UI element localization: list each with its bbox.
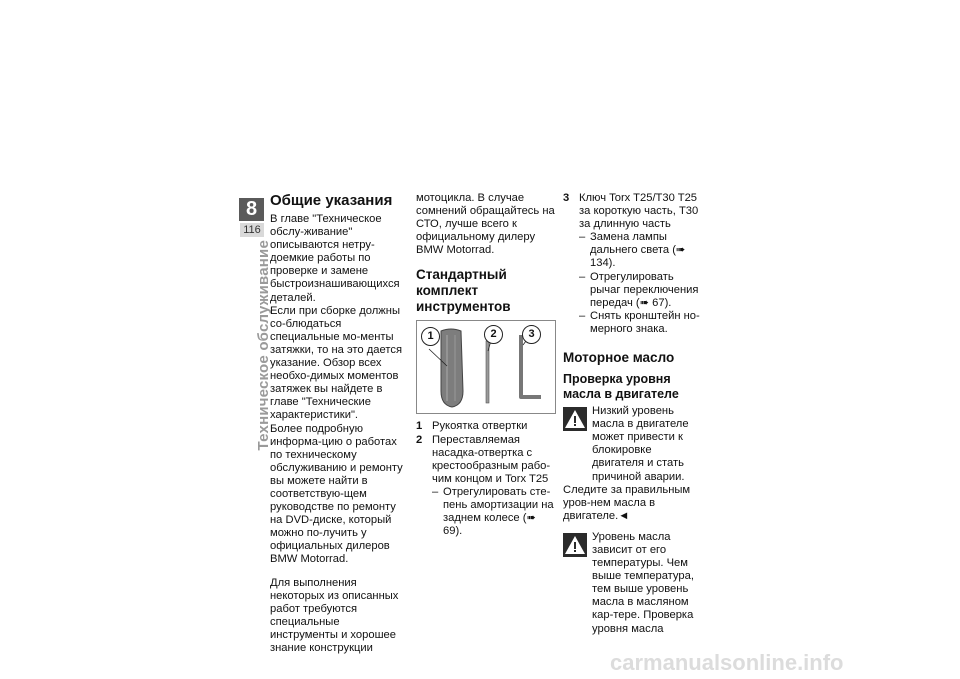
page-number: 116 — [240, 223, 264, 237]
chapter-number-tab: 8 — [239, 198, 264, 221]
callout-3: 3 — [522, 325, 541, 344]
legend-item-3 — [563, 192, 703, 231]
warning-block — [563, 405, 703, 484]
legend-number: 3 — [563, 192, 570, 204]
dash: – — [579, 231, 586, 244]
subitem-text: Замена лампы дальнего света (➠ 134). — [590, 231, 686, 270]
paragraph: мотоцикла. В случае сомнений обращайтесь на СТО, лучше всего к официальному дилеру BMW Motorrad. — [416, 192, 555, 257]
legend-subitem — [579, 310, 703, 336]
legend-text: Ключ Torx T25/T30 T25 за короткую часть, T30 за длинную часть — [579, 192, 699, 231]
watermark-footer: carmanualsonline.info — [610, 650, 844, 675]
legend-item-2 — [416, 434, 556, 486]
paragraph: Если при сборке должны со-блюдаться специальные мо-менты затяжки, то на это дается указание. Обзор всех необхо-димых моментов затяжек вы найдете в главе "Технические характеристики". — [270, 304, 403, 422]
subitem-text: Отрегулировать рычаг переключения передач (➠ 67). — [590, 270, 699, 309]
legend-number: 2 — [416, 433, 423, 446]
section-heading-general: Общие указания — [270, 192, 393, 209]
paragraph: В главе "Техническое обслу-живание" описываются нетру-доемкие работы по проверке и замене быстроизнашивающихся деталей. — [270, 213, 400, 304]
column-3 — [563, 192, 703, 636]
toolkit-image — [416, 320, 556, 414]
legend-subitem — [579, 271, 703, 310]
warning-text: Низкий уровень масла в двигателе может привести к блокировке двигателя и стать причиной аварии. — [592, 405, 689, 483]
subheading-oil-check: Проверка уровня масла в двигателе — [563, 372, 679, 401]
warning-text: Уровень масла зависит от его температуры. Чем выше температура, тем выше уровень масла в масляном кар-тере. Проверка уровня масла — [592, 530, 694, 635]
dash: – — [579, 309, 586, 322]
callout-1: 1 — [421, 327, 440, 346]
paragraph: Более подробную информа-цию о работах по техническому обслуживанию и ремонту вы можете найти в соответствую-щем руководстве по ремонту на DVD-диске, который можно по-лучить у официальных дилеров BMW Motorrad. — [270, 422, 403, 566]
dash: – — [432, 485, 439, 498]
callout-2: 2 — [484, 325, 503, 344]
legend-text: Переставляемая насадка-отвертка с крестообразным рабо-чим концом и Torx T25 — [432, 433, 551, 485]
column-1 — [270, 192, 410, 655]
paragraph: Следите за правильным уров-нем масла в двигателе.◄ — [563, 483, 691, 522]
column-2 — [416, 192, 556, 538]
warning-triangle-icon — [563, 533, 587, 557]
chapter-title-vertical: Техническое обслуживание — [255, 240, 272, 451]
dash: – — [579, 270, 586, 283]
legend-number: 1 — [416, 420, 423, 433]
warning-triangle-icon — [563, 407, 587, 431]
section-heading-engine-oil: Моторное масло — [563, 350, 675, 366]
legend-subitem — [432, 486, 556, 538]
subitem-text: Отрегулировать сте-пень амортизации на заднем колесе (➠ 69). — [443, 485, 554, 538]
section-heading-toolkit: Стандартный комплект инструментов — [416, 267, 511, 315]
screwdriver-handle-image — [441, 329, 463, 407]
subitem-text: Снять кронштейн но-мерного знака. — [590, 309, 700, 335]
legend-subitem — [579, 231, 703, 270]
legend-text: Рукоятка отвертки — [432, 420, 528, 433]
warning-block — [563, 531, 703, 636]
legend-item-1 — [416, 420, 556, 433]
paragraph: Для выполнения некоторых из описанных работ требуются специальные инструменты и хорошее знание конструкции — [270, 576, 399, 654]
